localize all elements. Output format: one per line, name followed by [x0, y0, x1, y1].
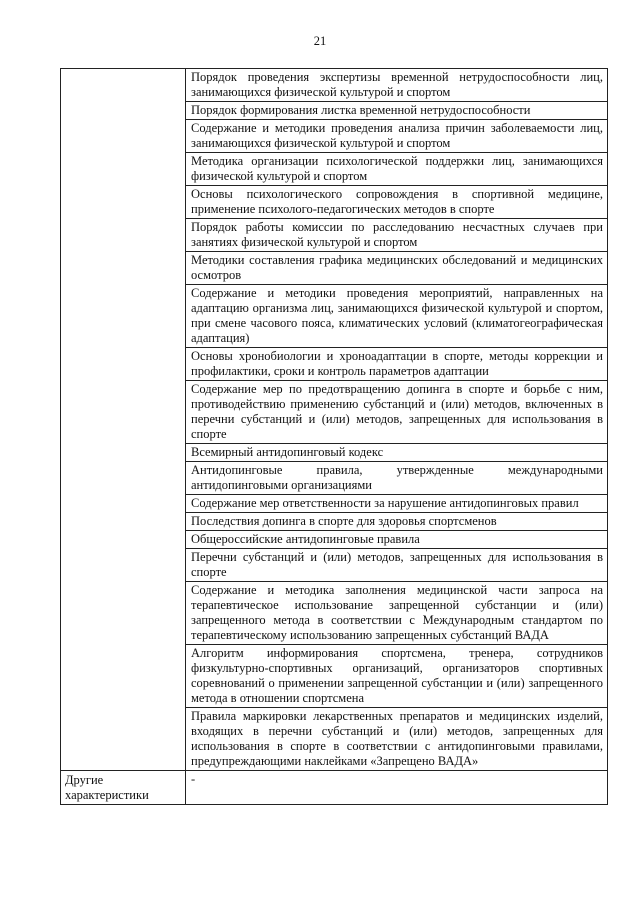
list-item: Содержание и методика заполнения медицинской части запроса на терапевтическое использование запрещенной субстанции и (или) запрещенного метода в соответствии с Международным стандартом по терапевтическому использованию запрещенных субстанций ВАДА [186, 582, 607, 645]
list-item: Всемирный антидопинговый кодекс [186, 444, 607, 462]
list-item: Антидопинговые правила, утвержденные международными антидопинговыми организациями [186, 462, 607, 495]
list-item: Содержание мер по предотвращению допинга в спорте и борьбе с ним, противодействию применению субстанций и (или) методов, включенных в перечни субстанций и (или) методов, запрещенных для использования в спорте [186, 381, 607, 444]
list-item: Содержание мер ответственности за нарушение антидопинговых правил [186, 495, 607, 513]
table-row [61, 69, 608, 771]
list-item: Содержание и методики проведения анализа причин заболеваемости лиц, занимающихся физической культурой и спортом [186, 120, 607, 153]
table-row [61, 771, 608, 805]
page-number: 21 [313, 34, 327, 48]
list-item: Методика организации психологической поддержки лиц, занимающихся физической культурой и спортом [186, 153, 607, 186]
list-item: Перечни субстанций и (или) методов, запрещенных для использования в спорте [186, 549, 607, 582]
list-item: Общероссийские антидопинговые правила [186, 531, 607, 549]
list-item: Алгоритм информирования спортсмена, тренера, сотрудников физкультурно-спортивных организаций, организаторов спортивных соревнований о применении запрещенной субстанции и (или) запрещенного метода в отношении спортсмена [186, 645, 607, 708]
list-item: Методики составления графика медицинских обследований и медицинских осмотров [186, 252, 607, 285]
list-item: Порядок формирования листка временной нетрудоспособности [186, 102, 607, 120]
list-item: Порядок работы комиссии по расследованию несчастных случаев при занятиях физической культурой и спортом [186, 219, 607, 252]
other-label-cell [61, 771, 186, 805]
list-item: Порядок проведения экспертизы временной нетрудоспособности лиц, занимающихся физической культурой и спортом [186, 69, 607, 102]
other-characteristics-value: - [191, 772, 196, 786]
list-item: Основы хронобиологии и хроноадаптации в спорте, методы коррекции и профилактики, сроки и контроль параметров адаптации [186, 348, 607, 381]
list-item: Последствия допинга в спорте для здоровья спортсменов [186, 513, 607, 531]
empty-label-cell [61, 69, 186, 771]
items-cell [186, 69, 608, 771]
other-value-cell [186, 771, 608, 805]
list-item: Содержание и методики проведения мероприятий, направленных на адаптацию организма лиц, занимающихся физической культурой и спортом, при смене часового пояса, климатических условий (климатогеографическая адаптация) [186, 285, 607, 348]
list-item: Правила маркировки лекарственных препаратов и медицинских изделий, входящих в перечни субстанций и (или) методов, запрещенных для использования в спорте в соответствии с антидопинговыми правилами, предупреждающими наклейками «Запрещено ВАДА» [191, 709, 603, 768]
knowledge-table [60, 68, 608, 805]
list-item: Основы психологического сопровождения в спортивной медицине, применение психолого-педагогических методов в спорте [186, 186, 607, 219]
other-characteristics-label: Другие характеристики [65, 773, 149, 802]
